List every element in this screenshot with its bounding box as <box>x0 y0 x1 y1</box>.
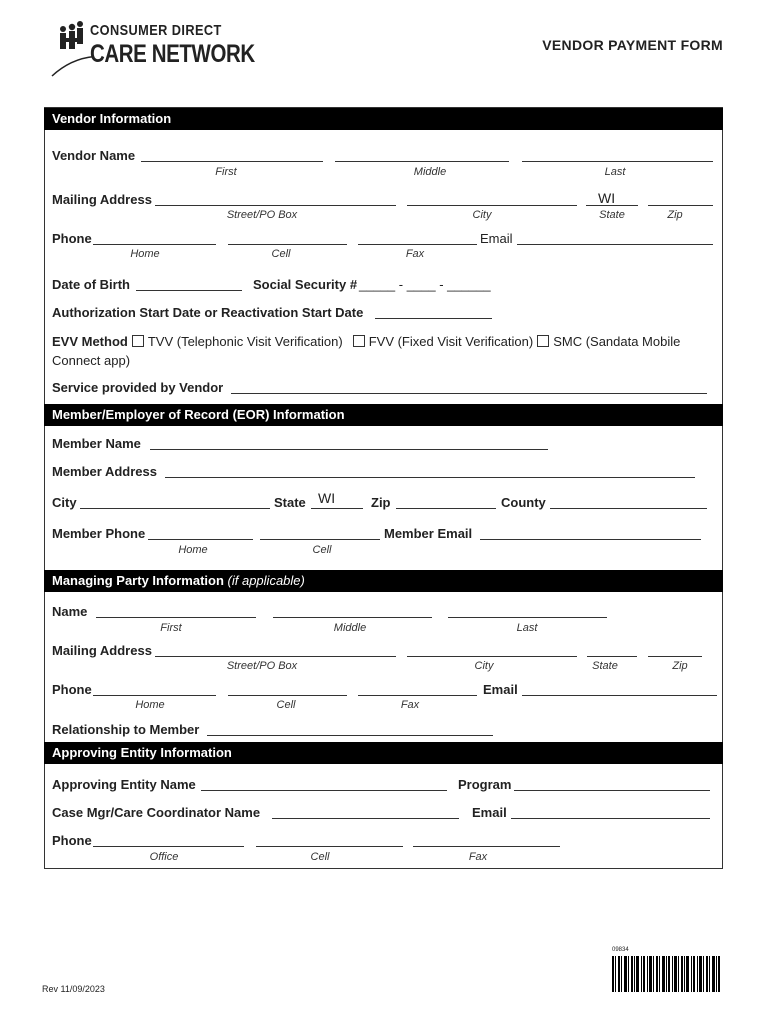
managing-street-field[interactable] <box>155 656 396 657</box>
vendor-email-label: Email <box>480 231 513 246</box>
managing-state-caption: State <box>592 660 618 672</box>
approving-section-header: Approving Entity Information <box>44 742 723 764</box>
people-logo-icon <box>50 18 94 80</box>
member-email-label: Member Email <box>384 526 473 541</box>
evv-smc-checkbox[interactable] <box>537 335 549 347</box>
member-county-field[interactable] <box>550 508 707 509</box>
vendor-last-name-field[interactable] <box>522 161 713 162</box>
vendor-city-caption: City <box>472 209 492 221</box>
logo-text-top: CONSUMER DIRECT <box>90 22 222 39</box>
member-zip-label: Zip <box>371 495 391 510</box>
member-cell-caption: Cell <box>312 544 332 556</box>
managing-cell-phone-field[interactable] <box>228 695 347 696</box>
approving-entity-field[interactable] <box>201 790 447 791</box>
managing-name-label: Name <box>52 604 88 619</box>
managing-email-field[interactable] <box>522 695 717 696</box>
vendor-dob-label: Date of Birth <box>52 277 130 292</box>
vendor-home-caption: Home <box>130 248 160 260</box>
approving-email-label: Email <box>472 805 507 820</box>
managing-first-name-field[interactable] <box>96 617 256 618</box>
managing-first-caption: First <box>160 622 182 634</box>
managing-fax-field[interactable] <box>358 695 477 696</box>
member-city-field[interactable] <box>80 508 270 509</box>
member-name-label: Member Name <box>52 436 141 451</box>
managing-email-label: Email <box>483 682 518 697</box>
vendor-ssn-label: Social Security # <box>253 277 358 292</box>
approving-entity-label: Approving Entity Name <box>52 777 196 792</box>
member-section-header: Member/Employer of Record (EOR) Information <box>44 404 723 426</box>
service-provided-label: Service provided by Vendor <box>52 380 224 395</box>
service-provided-field[interactable] <box>231 393 707 394</box>
member-county-label: County <box>501 495 546 510</box>
barcode-icon <box>612 956 720 992</box>
approving-cell-phone-field[interactable] <box>256 846 403 847</box>
managing-city-field[interactable] <box>407 656 577 657</box>
vendor-mailing-label: Mailing Address <box>52 192 152 207</box>
vendor-fax-field[interactable] <box>358 244 477 245</box>
evv-fvv-label: FVV (Fixed Visit Verification) <box>368 334 534 349</box>
member-address-label: Member Address <box>52 464 157 479</box>
vendor-city-field[interactable] <box>407 205 577 206</box>
case-mgr-label: Case Mgr/Care Coordinator Name <box>52 805 261 820</box>
managing-fax-caption: Fax <box>400 699 420 711</box>
evv-method-label: EVV Method <box>52 334 128 349</box>
vendor-middle-name-field[interactable] <box>335 161 509 162</box>
member-phone-label: Member Phone <box>52 526 146 541</box>
managing-header-text: Managing Party Information <box>52 573 224 588</box>
evv-tvv-checkbox[interactable] <box>132 335 144 347</box>
member-home-phone-field[interactable] <box>148 539 253 540</box>
managing-header-note: (if applicable) <box>227 573 305 588</box>
managing-state-field[interactable] <box>587 656 637 657</box>
member-address-field[interactable] <box>165 477 695 478</box>
evv-method-row <box>52 332 712 370</box>
vendor-zip-field[interactable] <box>648 205 713 206</box>
member-zip-field[interactable] <box>396 508 496 509</box>
relationship-label: Relationship to Member <box>52 722 200 737</box>
program-field[interactable] <box>514 790 710 791</box>
member-name-field[interactable] <box>150 449 548 450</box>
vendor-dob-field[interactable] <box>136 290 242 291</box>
form-title: VENDOR PAYMENT FORM <box>542 37 723 53</box>
vendor-cell-phone-field[interactable] <box>228 244 347 245</box>
vendor-first-name-field[interactable] <box>141 161 323 162</box>
member-state-value: WI <box>318 490 336 506</box>
case-mgr-field[interactable] <box>272 818 459 819</box>
member-city-label: City <box>52 495 77 510</box>
evv-smc-label: SMC (Sandata Mobile Connect app) <box>52 334 681 368</box>
vendor-home-phone-field[interactable] <box>93 244 216 245</box>
vendor-first-caption: First <box>215 166 237 178</box>
approving-email-field[interactable] <box>511 818 710 819</box>
vendor-zip-caption: Zip <box>667 209 683 221</box>
managing-mailing-label: Mailing Address <box>52 643 152 658</box>
vendor-last-caption: Last <box>604 166 626 178</box>
approving-fax-field[interactable] <box>413 846 560 847</box>
barcode-number: 09834 <box>612 947 629 953</box>
vendor-middle-caption: Middle <box>413 166 447 178</box>
member-cell-phone-field[interactable] <box>260 539 380 540</box>
managing-middle-name-field[interactable] <box>273 617 432 618</box>
managing-section-header <box>44 570 723 592</box>
member-home-caption: Home <box>178 544 208 556</box>
managing-street-caption: Street/PO Box <box>226 660 298 672</box>
managing-zip-caption: Zip <box>672 660 688 672</box>
vendor-name-label: Vendor Name <box>52 148 136 163</box>
vendor-fax-caption: Fax <box>405 248 425 260</box>
vendor-email-field[interactable] <box>517 244 713 245</box>
relationship-field[interactable] <box>207 735 493 736</box>
vendor-state-caption: State <box>599 209 625 221</box>
managing-home-phone-field[interactable] <box>93 695 216 696</box>
member-email-field[interactable] <box>480 539 701 540</box>
managing-last-caption: Last <box>516 622 538 634</box>
logo <box>50 18 255 80</box>
approving-cell-caption: Cell <box>310 851 330 863</box>
managing-city-caption: City <box>474 660 494 672</box>
managing-home-caption: Home <box>135 699 165 711</box>
approving-fax-caption: Fax <box>468 851 488 863</box>
managing-last-name-field[interactable] <box>448 617 607 618</box>
vendor-state-value: WI <box>598 190 616 206</box>
vendor-section-header: Vendor Information <box>44 108 723 130</box>
vendor-street-field[interactable] <box>155 205 396 206</box>
approving-phone-label: Phone <box>52 833 92 848</box>
vendor-street-caption: Street/PO Box <box>226 209 298 221</box>
managing-middle-caption: Middle <box>333 622 367 634</box>
vendor-auth-date-label: Authorization Start Date or Reactivation Start Date <box>52 305 364 320</box>
evv-tvv-label: TVV (Telephonic Visit Verification) <box>147 334 343 349</box>
vendor-cell-caption: Cell <box>271 248 291 260</box>
vendor-auth-date-field[interactable] <box>375 318 492 319</box>
managing-zip-field[interactable] <box>648 656 702 657</box>
revision-date: Rev 11/09/2023 <box>42 984 105 994</box>
evv-fvv-checkbox[interactable] <box>353 335 365 347</box>
managing-cell-caption: Cell <box>276 699 296 711</box>
logo-text-bottom: CARE NETWORK <box>90 40 255 68</box>
member-state-label: State <box>274 495 306 510</box>
approving-office-phone-field[interactable] <box>93 846 244 847</box>
vendor-phone-label: Phone <box>52 231 92 246</box>
vendor-ssn-field[interactable]: _____ - ____ - ______ <box>359 277 491 292</box>
approving-office-caption: Office <box>149 851 179 863</box>
managing-phone-label: Phone <box>52 682 92 697</box>
program-label: Program <box>458 777 512 792</box>
member-state-field[interactable] <box>311 508 363 509</box>
